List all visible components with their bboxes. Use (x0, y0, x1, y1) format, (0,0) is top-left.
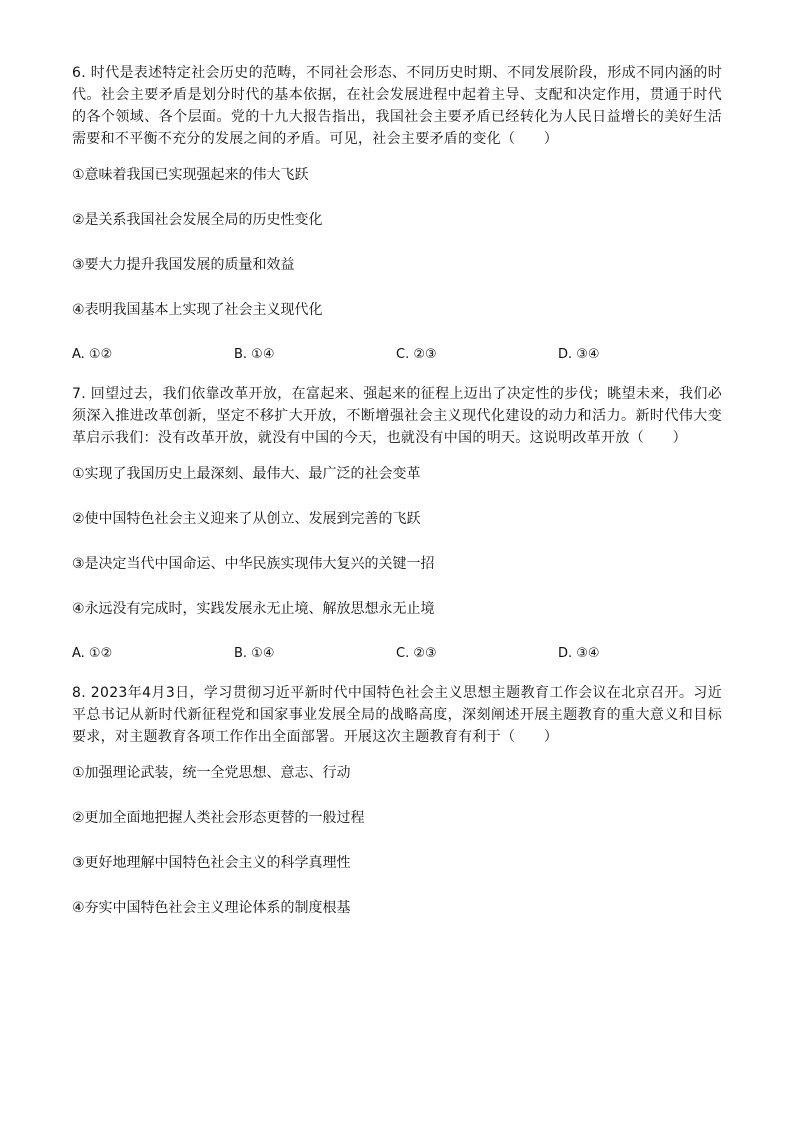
choice-a: A. ①② (72, 347, 113, 362)
answer-option: ①加强理论武装，统一全党思想、意志、行动 (72, 765, 351, 781)
choice-b: B. ①④ (234, 347, 275, 362)
choice-c: C. ②③ (396, 646, 437, 661)
question-stem: 8. 2023年4月3日，学习贯彻习近平新时代中国特色社会主义思想主题教育工作会议在北京召开。习近平总书记从新时代新征程党和国家事业发展全局的战略高度，深刻阐述开展主题教育的重大意义和目标要求，对主题教育各项工作作出全面部署。开展这次主题教育有利于（ ） (72, 685, 722, 745)
question-stem: 7. 回望过去，我们依靠改革开放，在富起来、强起来的征程上迈出了决定性的步伐；眺望未来，我们必须深入推进改革创新，坚定不移扩大开放，不断增强社会主义现代化建设的动力和活力。新时代伟大变革启示我们：没有改革开放，就没有中国的今天，也就没有中国的明天。这说明改革开放（ ） (72, 386, 722, 446)
answer-option: ③更好地理解中国特色社会主义的科学真理性 (72, 855, 351, 871)
choice-c: C. ②③ (396, 347, 437, 362)
answer-option: ③是决定当代中国命运、中华民族实现伟大复兴的关键一招 (72, 556, 435, 572)
answer-option: ①实现了我国历史上最深刻、最伟大、最广泛的社会变革 (72, 466, 421, 482)
question-6 (72, 62, 722, 366)
answer-option: ④永远没有完成时，实践发展永无止境、解放思想永无止境 (72, 601, 435, 617)
answer-option: ④夯实中国特色社会主义理论体系的制度根基 (72, 900, 351, 916)
choice-row (72, 643, 722, 665)
answer-option: ④表明我国基本上实现了社会主义现代化 (72, 302, 323, 318)
answer-option: ③要大力提升我国发展的质量和效益 (72, 257, 295, 273)
question-stem: 6. 时代是表述特定社会历史的范畴，不同社会形态、不同历史时期、不同发展阶段，形成不同内涵的时代。社会主要矛盾是划分时代的基本依据，在社会发展进程中起着主导、支配和决定作用，贯通于时代的各个领域、各个层面。党的十九大报告指出，我国社会主要矛盾已经转化为人民日益增长的美好生活需要和不平衡不充分的发展之间的矛盾。可见，社会主要矛盾的变化（ ） (72, 65, 722, 147)
choice-d: D. ③④ (558, 347, 600, 362)
choice-a: A. ①② (72, 646, 113, 661)
choice-d: D. ③④ (558, 646, 600, 661)
answer-option: ①意味着我国已实现强起来的伟大飞跃 (72, 167, 309, 183)
answer-option: ②使中国特色社会主义迎来了从创立、发展到完善的飞跃 (72, 511, 421, 527)
answer-option: ②更加全面地把握人类社会形态更替的一般过程 (72, 810, 365, 826)
choice-row (72, 344, 722, 366)
exam-page (72, 62, 722, 942)
question-7 (72, 383, 722, 665)
question-8 (72, 682, 722, 919)
answer-option: ②是关系我国社会发展全局的历史性变化 (72, 212, 323, 228)
choice-b: B. ①④ (234, 646, 275, 661)
